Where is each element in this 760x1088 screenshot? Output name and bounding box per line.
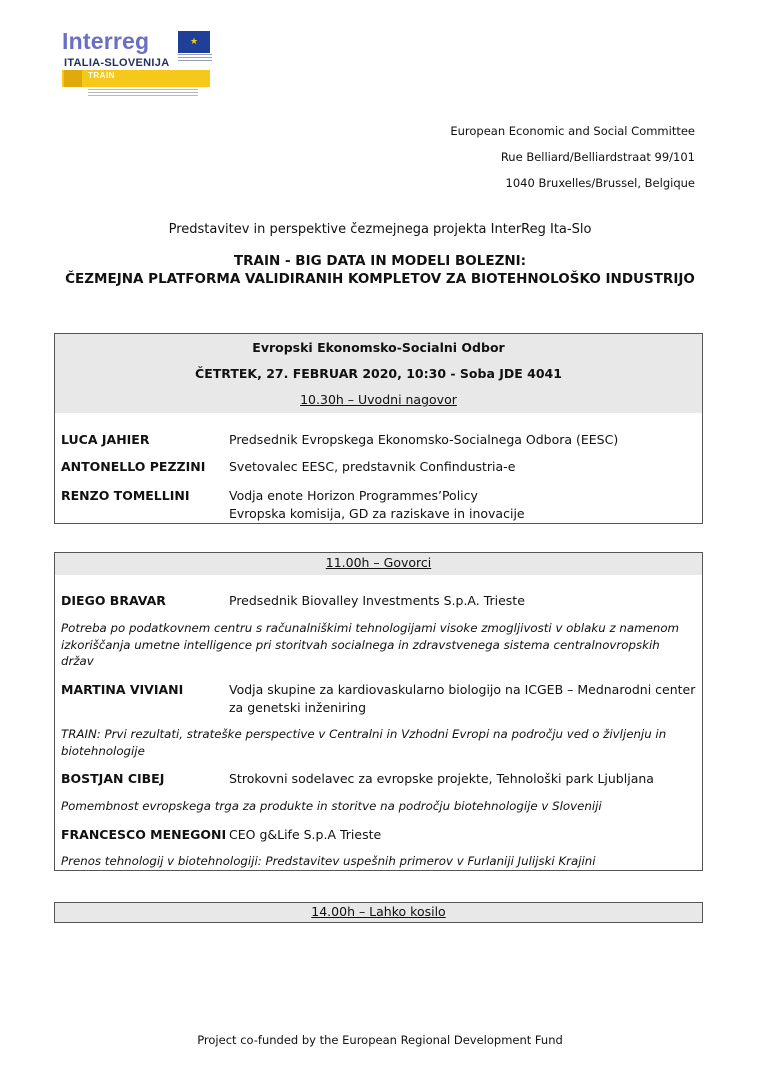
speaker-name: DIEGO BRAVAR [61,593,166,608]
speaker-role: CEO g&Life S.p.A Trieste [229,827,382,842]
intro-line: Predstavitev in perspektive čezmejnega projekta InterReg Ita-Slo [168,222,592,237]
slot-speakers: 11.00h – Govorci [325,555,432,570]
title-line-2: ČEZMEJNA PLATFORMA VALIDIRANIH KOMPLETOV ZA BIOTEHNOLOŠKO INDUSTRIJO [65,271,695,287]
speaker-name: RENZO TOMELLINI [61,488,190,503]
speaker-role: Predsednik Biovalley Investments S.p.A. Trieste [229,593,525,608]
train-icon [64,70,82,87]
speaker-role: Vodja skupine za kardiovaskularno biologijo na ICGEB – Mednarodni center za genetski inženiring [229,682,696,715]
talk-topic: Pomembnost evropskega trga za produkte in storitve na področju biotehnologije v Sloveniji [61,799,602,813]
venue-address [450,118,695,196]
logo-project: TRAIN [88,71,115,80]
event-date: ČETRTEK, 27. FEBRUAR 2020, 10:30 - Soba JDE 4041 [195,366,562,381]
speaker-name: LUCA JAHIER [61,432,150,447]
speaker-name: BOSTJAN CIBEJ [61,771,165,786]
title-line-1: TRAIN - BIG DATA IN MODELI BOLEZNI: [233,253,527,269]
talk-topic: Prenos tehnologij v biotehnologiji: Predstavitev uspešnih primerov v Furlaniji Julijski Krajini [61,854,596,868]
speaker-role: Predsednik Evropskega Ekonomsko-Socialnega Odbora (EESC) [229,432,619,447]
slot-lunch: 14.00h – Lahko kosilo [311,904,446,919]
speaker-role-line: Evropska komisija, GD za raziskave in inovacije [229,506,525,521]
talk-topic: Potreba po podatkovnem centru s računalniškimi tehnologijami visoke zmogljivosti v oblaku z namenom izkoriščanja umetne intelligence pri storitvah socialnega in zdravstvenega sistema centralnovropskih držav [61,621,680,668]
event-title [0,252,760,288]
speaker-role: Svetovalec EESC, predstavnik Confindustria-e [229,459,516,474]
session-opening [54,333,703,524]
funding-footer: Project co-funded by the European Regional Development Fund [197,1033,563,1047]
session-header [55,334,702,413]
address-line: 1040 Bruxelles/Brussel, Belgique [505,176,695,190]
venue-name: Evropski Ekonomsko-Socialni Odbor [252,340,505,355]
session-header [55,553,702,575]
speaker-name: ANTONELLO PEZZINI [61,459,206,474]
logo-brand: Interreg [62,28,150,54]
speaker-role-line: Vodja enote Horizon Programmes’Policy [229,488,478,503]
logo-region: ITALIA-SLOVENIJA [64,57,170,69]
slot-opening: 10.30h – Uvodni nagovor [300,392,457,407]
session-header [55,903,702,922]
speaker-role [229,487,696,523]
logo-fine-print [88,89,198,98]
session-speakers [54,552,703,871]
session-lunch [54,902,703,923]
address-line: European Economic and Social Committee [450,124,695,138]
talk-topic: TRAIN: Prvi rezultati, strateške perspective v Centralni in Vzhodni Evropi na področju ved o življenju in biotehnologije [61,727,667,758]
interreg-logo [60,26,210,100]
address-line: Rue Belliard/Belliardstraat 99/101 [500,150,695,164]
speaker-name: MARTINA VIVIANI [61,682,184,697]
eu-flag-icon [178,31,210,53]
train-banner [62,70,210,87]
speaker-role: Strokovni sodelavec za evropske projekte, Tehnološki park Ljubljana [229,771,654,786]
speaker-name: FRANCESCO MENEGONI [61,827,227,842]
eu-flag-caption [178,54,212,62]
